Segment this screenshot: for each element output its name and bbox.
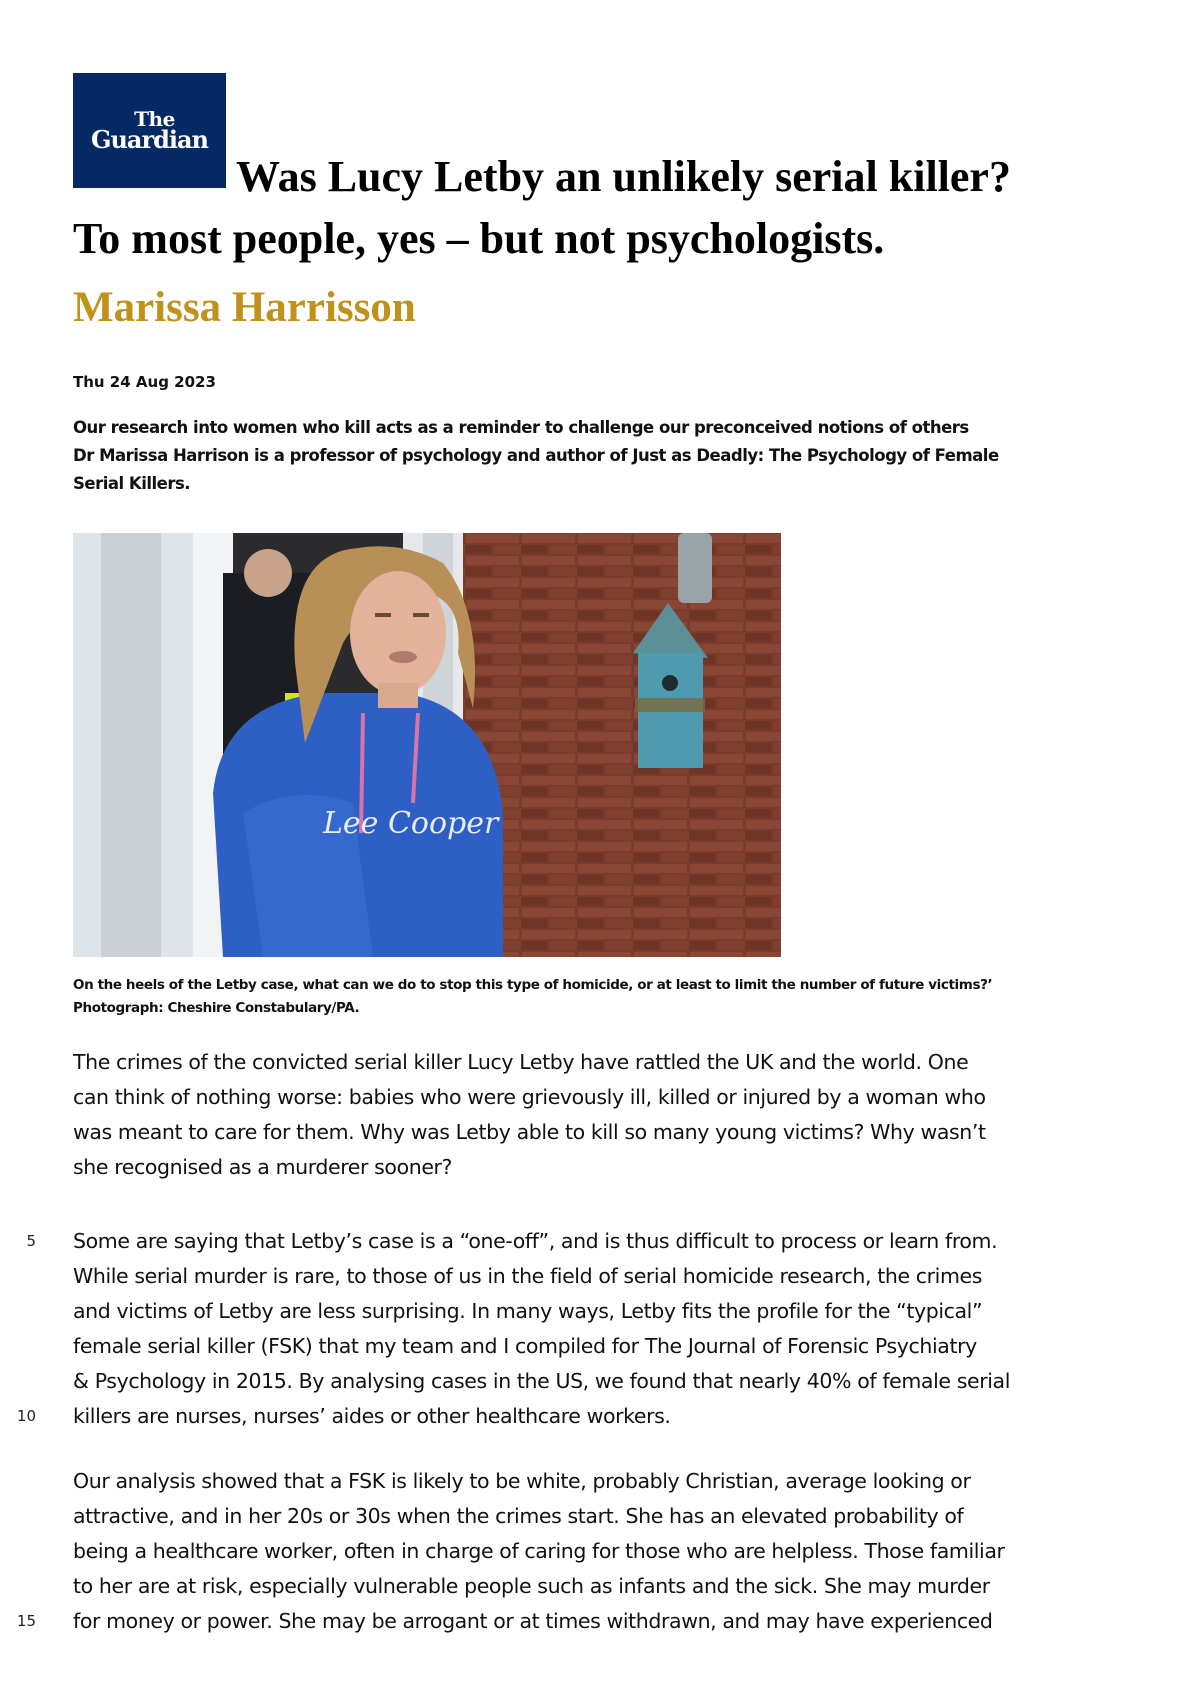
logo-line-1: The [134, 106, 175, 131]
standfirst-line: Dr Marissa Harrison is a professor of psychology and author of Just as Deadly: The Psychology of Female [73, 446, 999, 465]
headline [73, 146, 1153, 270]
caption-line: Photograph: Cheshire Constabulary/PA. [73, 1000, 360, 1016]
line-number: 5 [26, 1232, 36, 1250]
body-line: & Psychology in 2015. By analysing cases in the US, we found that nearly 40% of female serial [73, 1369, 1010, 1393]
headline-line-2: To most people, yes – but not psychologists. [73, 214, 885, 263]
line-number: 10 [16, 1407, 36, 1425]
standfirst [73, 414, 1143, 498]
standfirst-line: Our research into women who kill acts as a reminder to challenge our preconceived notions of others [73, 418, 969, 437]
body-line: killers are nurses, nurses’ aides or other healthcare workers. [73, 1404, 671, 1428]
logo-line-2: Guardian [90, 124, 209, 154]
standfirst-line: Serial Killers. [73, 474, 191, 493]
body-line: Our analysis showed that a FSK is likely to be white, probably Christian, average looking or [73, 1469, 971, 1493]
line-number: 15 [16, 1612, 36, 1630]
body-line: being a healthcare worker, often in charge of caring for those who are helpless. Those familiar [73, 1539, 1005, 1563]
body-line: for money or power. She may be arrogant or at times withdrawn, and may have experienced [73, 1609, 993, 1633]
author-byline: Marissa Harrisson [73, 284, 416, 331]
body-line: and victims of Letby are less surprising. In many ways, Letby fits the profile for the “typical” [73, 1299, 983, 1323]
article-photo [73, 533, 781, 957]
headline-line-1: Was Lucy Letby an unlikely serial killer? [236, 152, 1011, 201]
body-line: Some are saying that Letby’s case is a “one-off”, and is thus difficult to process or learn from. [73, 1229, 998, 1253]
photo-caption [73, 974, 1153, 1020]
body-paragraph-1 [73, 1045, 1143, 1185]
body-paragraph-3 [73, 1464, 1143, 1639]
caption-line: On the heels of the Letby case, what can we do to stop this type of homicide, or at least to limit the number of future victims?’ [73, 977, 993, 993]
body-paragraph-2 [73, 1224, 1143, 1434]
body-line: to her are at risk, especially vulnerable people such as infants and the sick. She may murder [73, 1574, 990, 1598]
body-line: attractive, and in her 20s or 30s when the crimes start. She has an elevated probability of [73, 1504, 964, 1528]
body-line: female serial killer (FSK) that my team and I compiled for The Journal of Forensic Psychiatry [73, 1334, 977, 1358]
body-line: can think of nothing worse: babies who were grievously ill, killed or injured by a woman who [73, 1085, 986, 1109]
body-line: While serial murder is rare, to those of us in the field of serial homicide research, the crimes [73, 1264, 983, 1288]
body-line: The crimes of the convicted serial killer Lucy Letby have rattled the UK and the world. One [73, 1050, 969, 1074]
publication-date: Thu 24 Aug 2023 [73, 373, 216, 391]
sweatshirt-logo-text: Lee Cooper [323, 806, 499, 841]
body-line: was meant to care for them. Why was Letby able to kill so many young victims? Why wasn’t [73, 1120, 986, 1144]
body-line: she recognised as a murderer sooner? [73, 1155, 453, 1179]
